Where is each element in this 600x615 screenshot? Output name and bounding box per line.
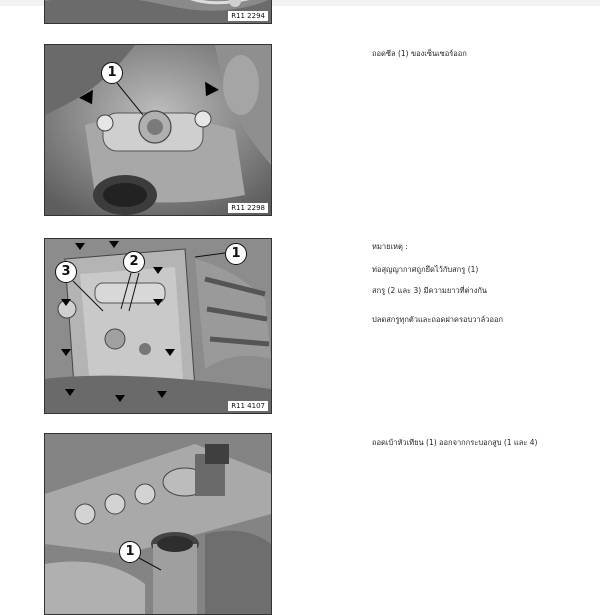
arrow xyxy=(153,267,163,274)
figure-photo-0 xyxy=(44,0,272,24)
step-text-remove-cover: ปลดสกรูทุกตัวและถอดฝาครอบวาล์วออก xyxy=(372,315,504,324)
arrow xyxy=(109,241,119,248)
callout-1: 1 xyxy=(119,541,141,563)
arrow xyxy=(61,349,71,356)
step-text-remove-plug-well: ถอดเบ้าหัวเทียน (1) ออกจากกระบอกสูบ (1 และ 4) xyxy=(372,438,538,447)
arrow xyxy=(157,391,167,398)
arrow xyxy=(61,299,71,306)
figure-photo-1 xyxy=(44,44,272,216)
figure-photo-2 xyxy=(44,238,272,414)
figure-ref-label: R11 4107 xyxy=(228,401,268,411)
callout-1: 1 xyxy=(225,243,247,265)
figure-ref-label: R11 2298 xyxy=(228,203,268,213)
figure-photo-3 xyxy=(44,433,272,615)
note-heading: หมายเหตุ : xyxy=(372,242,408,251)
arrow xyxy=(165,349,175,356)
arrow xyxy=(153,299,163,306)
note-text-screw-lengths: สกรู (2 และ 3) มีความยาวที่ต่างกัน xyxy=(372,286,488,295)
arrow xyxy=(75,243,85,250)
callout-2: 2 xyxy=(123,251,145,273)
note-text-vacuum-line: ท่อสุญญากาศถูกยึดไว้กับสกรู (1) xyxy=(372,265,479,274)
figure-ref-label: R11 2294 xyxy=(228,11,268,21)
arrow xyxy=(65,389,75,396)
callout-1: 1 xyxy=(101,62,123,84)
callout-3: 3 xyxy=(55,261,77,283)
step-text-remove-seal: ถอดซีล (1) ของเซ็นเซอร์ออก xyxy=(372,49,467,58)
arrow xyxy=(115,395,125,402)
